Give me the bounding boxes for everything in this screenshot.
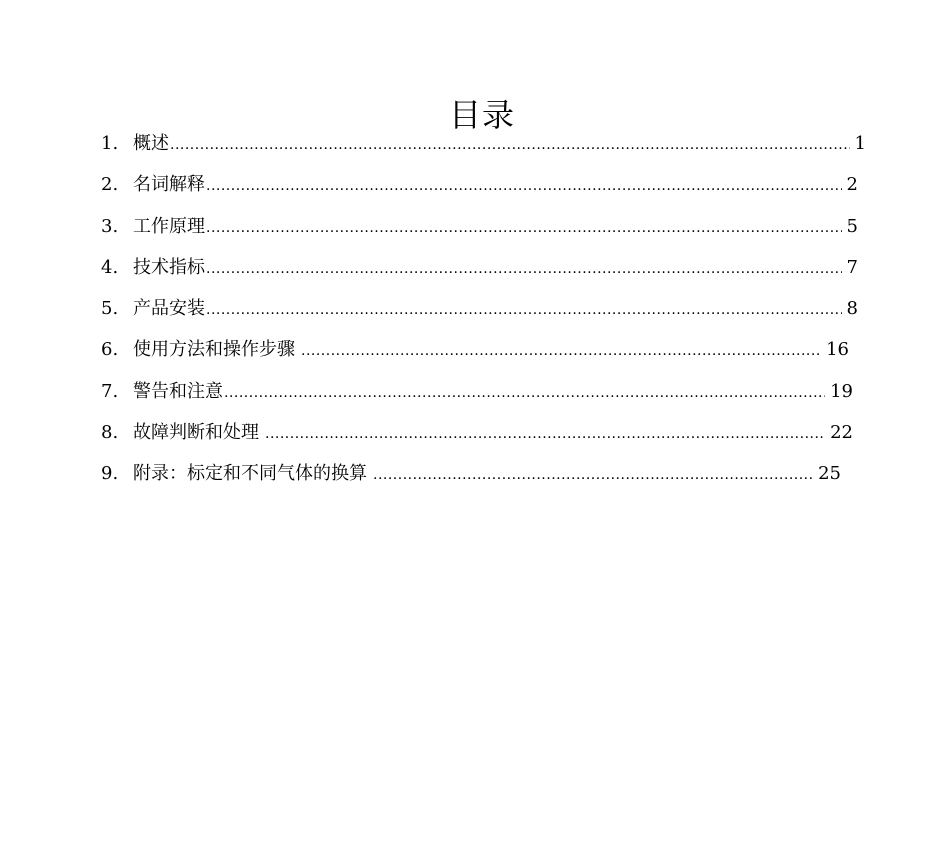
toc-dot-leader bbox=[265, 421, 825, 447]
toc-dot-leader bbox=[206, 173, 842, 199]
toc-entry[interactable] bbox=[101, 214, 858, 255]
toc-entry-number: 2. bbox=[101, 174, 119, 196]
toc-entry-page: 1 bbox=[854, 133, 866, 154]
toc-entry-number: 1. bbox=[101, 133, 119, 154]
toc-list bbox=[101, 131, 866, 503]
toc-entry[interactable] bbox=[101, 131, 866, 172]
toc-entry-label: 概述 bbox=[133, 133, 169, 154]
toc-entry[interactable] bbox=[101, 337, 849, 378]
toc-entry-page: 16 bbox=[826, 339, 849, 361]
toc-entry[interactable] bbox=[101, 255, 858, 296]
toc-entry[interactable] bbox=[101, 296, 858, 337]
toc-entry-number: 6. bbox=[101, 339, 119, 361]
toc-title: 目录 bbox=[448, 96, 515, 135]
toc-entry[interactable] bbox=[101, 461, 841, 502]
toc-dot-leader bbox=[373, 462, 813, 488]
toc-entry-label: 故障判断和处理 bbox=[133, 422, 259, 444]
toc-entry-page: 19 bbox=[830, 380, 853, 402]
toc-entry-number: 3. bbox=[101, 215, 119, 237]
toc-entry-number: 5. bbox=[101, 298, 119, 320]
toc-entry-number: 8. bbox=[101, 422, 119, 444]
toc-entry-label: 警告和注意 bbox=[133, 380, 223, 402]
toc-dot-leader bbox=[170, 132, 850, 158]
toc-entry-label: 附录：标定和不同气体的换算 bbox=[133, 463, 367, 485]
toc-entry-page: 5 bbox=[846, 215, 858, 237]
toc-entry-number: 7. bbox=[101, 380, 119, 402]
toc-entry[interactable] bbox=[101, 420, 853, 461]
toc-dot-leader bbox=[301, 338, 821, 364]
toc-entry-page: 7 bbox=[846, 256, 858, 278]
toc-dot-leader bbox=[224, 380, 825, 406]
toc-entry-label: 产品安装 bbox=[133, 298, 205, 320]
toc-entry-page: 2 bbox=[846, 174, 858, 196]
toc-entry[interactable] bbox=[101, 172, 858, 213]
toc-entry-page: 25 bbox=[818, 463, 841, 485]
toc-dot-leader bbox=[206, 297, 842, 323]
toc-entry-label: 技术指标 bbox=[133, 256, 205, 278]
toc-entry-number: 4. bbox=[101, 256, 119, 278]
toc-entry-label: 名词解释 bbox=[133, 174, 205, 196]
toc-entry-label: 工作原理 bbox=[133, 215, 205, 237]
toc-entry[interactable] bbox=[101, 379, 853, 420]
toc-dot-leader bbox=[206, 256, 842, 282]
toc-entry-number: 9. bbox=[101, 463, 119, 485]
toc-entry-page: 22 bbox=[830, 422, 853, 444]
toc-entry-label: 使用方法和操作步骤 bbox=[133, 339, 295, 361]
toc-entry-page: 8 bbox=[846, 298, 858, 320]
toc-dot-leader bbox=[206, 215, 842, 241]
